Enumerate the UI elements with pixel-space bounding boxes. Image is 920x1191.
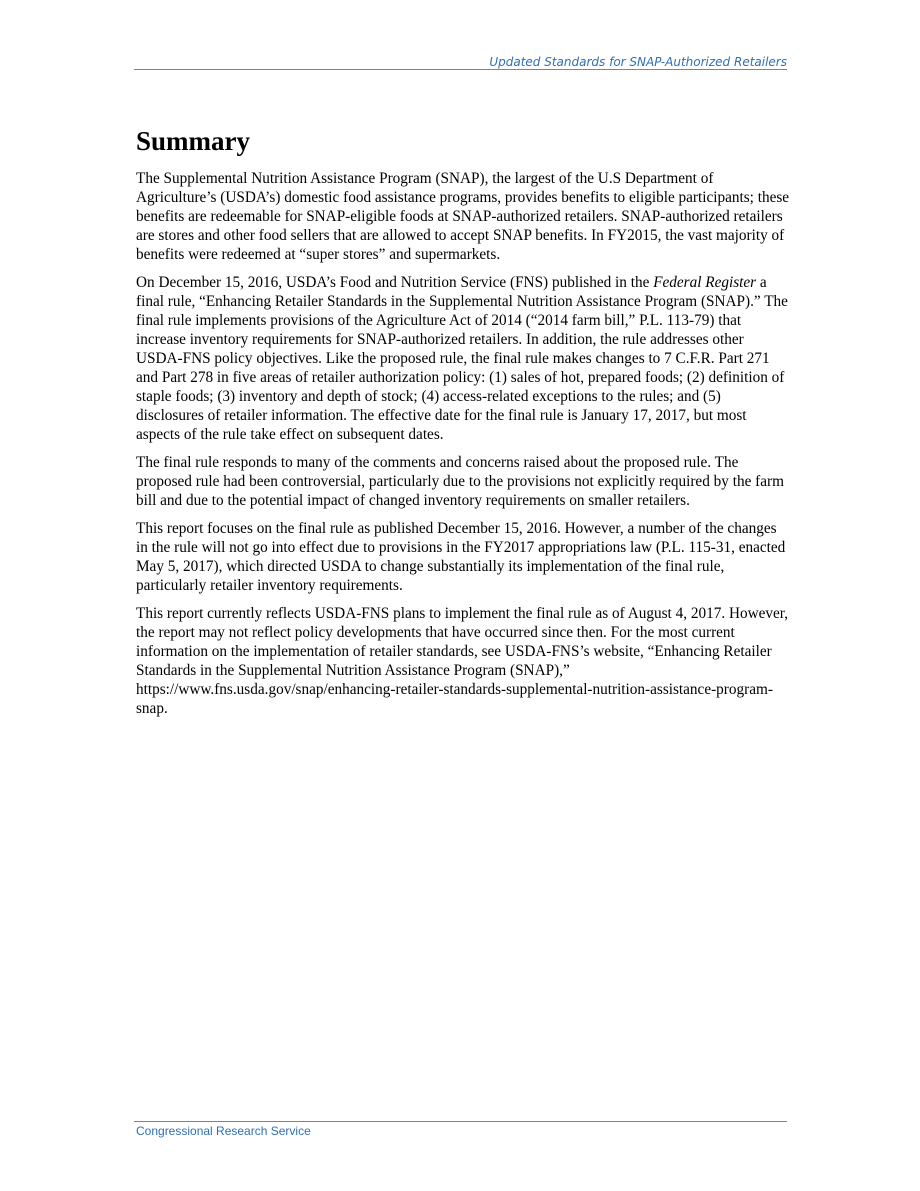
paragraph-2-text-after: a final rule, “Enhancing Retailer Standards in the Supplemental Nutrition Assistance Program (SNAP).” The final rule implements provisions of the Agriculture Act of 2014 (“2014 farm bill,” P.L. 113-79) that increase inventory requirements for SNAP-authorized retailers. In addition, the rule addresses other USDA-FNS policy objectives. Like the proposed rule, the final rule makes changes to 7 C.F.R. Part 271 and Part 278 in five areas of retailer authorization policy: (1) sales of hot, prepared foods; (2) definition of staple foods; (3) inventory and depth of stock; (4) access-related exceptions to the rules; and (5) disclosures of retailer information. The effective date for the final rule is January 17, 2017, but most aspects of the rule take effect on subsequent dates. [136,274,788,443]
summary-heading: Summary [136,126,250,156]
running-header-title: Updated Standards for SNAP-Authorized Retailers [489,55,787,69]
summary-paragraph-4: This report focuses on the final rule as published December 15, 2016. However, a number of the changes in the rule will not go into effect due to provisions in the FY2017 appropriations law (P.L. 115-31, enacted May 5, 2017), which directed USDA to change substantially its implementation of the final rule, particularly retailer inventory requirements. [136,520,786,594]
summary-paragraph-2 [136,273,791,444]
paragraph-2-text-before: On December 15, 2016, USDA’s Food and Nutrition Service (FNS) published in the [136,274,654,291]
header-divider [134,69,787,70]
federal-register-title: Federal Register [653,274,757,291]
summary-paragraph-5: This report currently reflects USDA-FNS plans to implement the final rule as of August 4, 2017. However, the report may not reflect policy developments that have occurred since then. For the most current information on the implementation of retailer standards, see USDA-FNS’s website, “Enhancing Retailer Standards in the Supplemental Nutrition Assistance Program (SNAP),” https://www.fns.usda.gov/snap/enhancing-retailer-standards-supplemental-nutrition-assistance-program-snap. [136,605,789,717]
summary-paragraph-1: The Supplemental Nutrition Assistance Program (SNAP), the largest of the U.S Department of Agriculture’s (USDA’s) domestic food assistance programs, provides benefits to eligible participants; these benefits are redeemable for SNAP-eligible foods at SNAP-authorized retailers. SNAP-authorized retailers are stores and other food sellers that are allowed to accept SNAP benefits. In FY2015, the vast majority of benefits were redeemed at “super stores” and supermarkets. [136,170,790,263]
summary-paragraph-3: The final rule responds to many of the comments and concerns raised about the proposed rule. The proposed rule had been controversial, particularly due to the provisions not explicitly required by the farm bill and due to the potential impact of changed inventory requirements on smaller retailers. [136,454,784,509]
summary-section [136,124,791,727]
footer-divider [134,1121,787,1122]
footer-organization: Congressional Research Service [136,1124,311,1138]
